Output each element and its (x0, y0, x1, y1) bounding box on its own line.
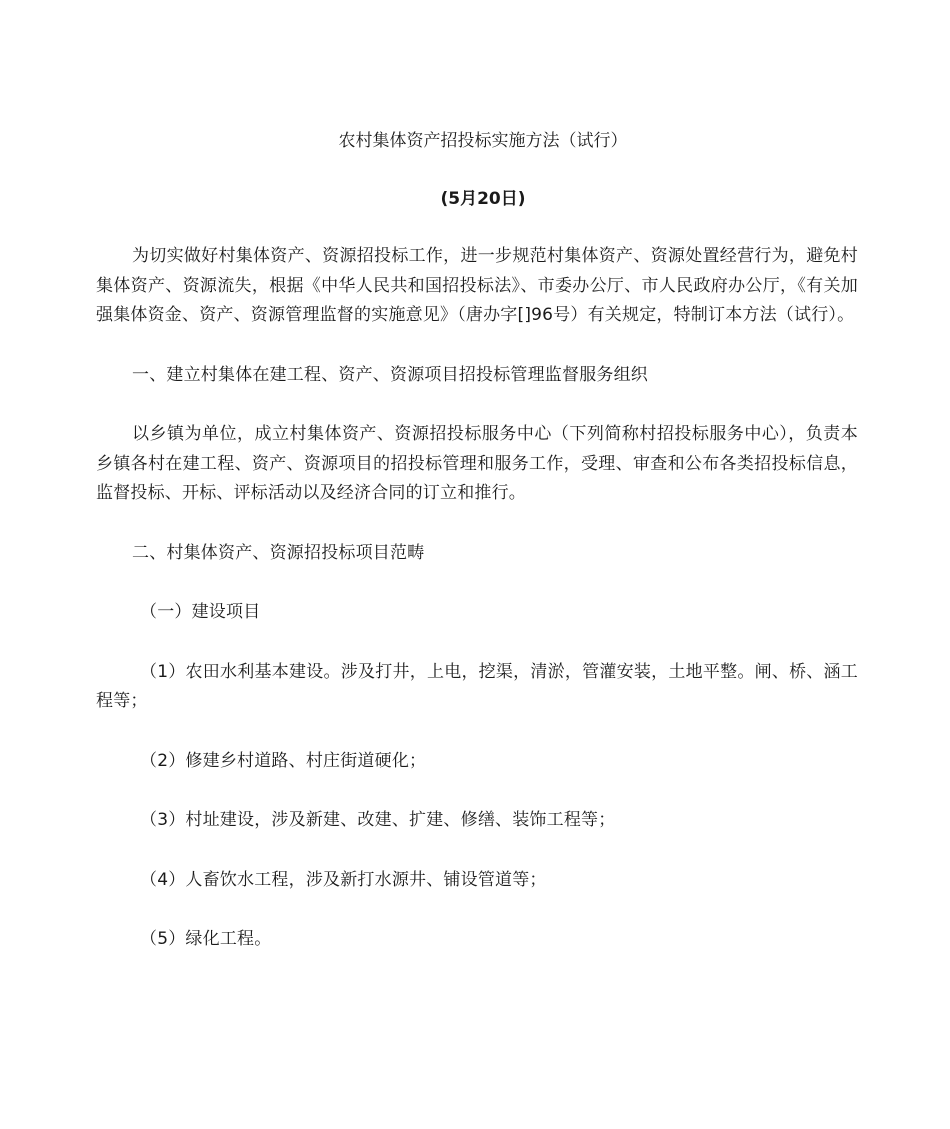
section-1-paragraph: 以乡镇为单位，成立村集体资产、资源招投标服务中心（下列简称村招投标服务中心），负责本乡镇各村在建工程、资产、资源项目的招投标管理和服务工作，受理、审查和公布各类招投标信息，监督投标、开标、评标活动以及经济合同的订立和推行。 (96, 424, 858, 503)
section-heading-1: 一、建立村集体在建工程、资产、资源项目招投标管理监督服务组织 (132, 364, 648, 385)
document-body (96, 128, 858, 955)
document-title: 农村集体资产招投标实施方法（试行） (338, 131, 628, 151)
list-item: （4）人畜饮水工程，涉及新打水源井、铺设管道等； (140, 869, 547, 890)
list-item: （3）村址建设，涉及新建、改建、扩建、修缮、装饰工程等； (140, 810, 616, 830)
document-date: (5月20日) (440, 189, 526, 209)
list-item: （5）绿化工程。 (140, 929, 272, 949)
section-heading-2: 二、村集体资产、资源招投标项目范畴 (132, 542, 425, 563)
list-item: （1）农田水利基本建设。涉及打井，上电，挖渠，清淤，管灌安装，土地平整。闸、桥、涵工程等； (96, 661, 858, 711)
list-item: （2）修建乡村道路、村庄街道硬化； (140, 750, 427, 771)
intro-paragraph: 为切实做好村集体资产、资源招投标工作，进一步规范村集体资产、资源处置经营行为，避免村集体资产、资源流失，根据《中华人民共和国招投标法》、市委办公厅、市人民政府办公厅，《有关加强集体资金、资产、资源管理监督的实施意见》（唐办字[]96号）有关规定，特制订本方法（试行）。 (96, 246, 858, 325)
subsection-heading-1: （一）建设项目 (140, 602, 261, 622)
